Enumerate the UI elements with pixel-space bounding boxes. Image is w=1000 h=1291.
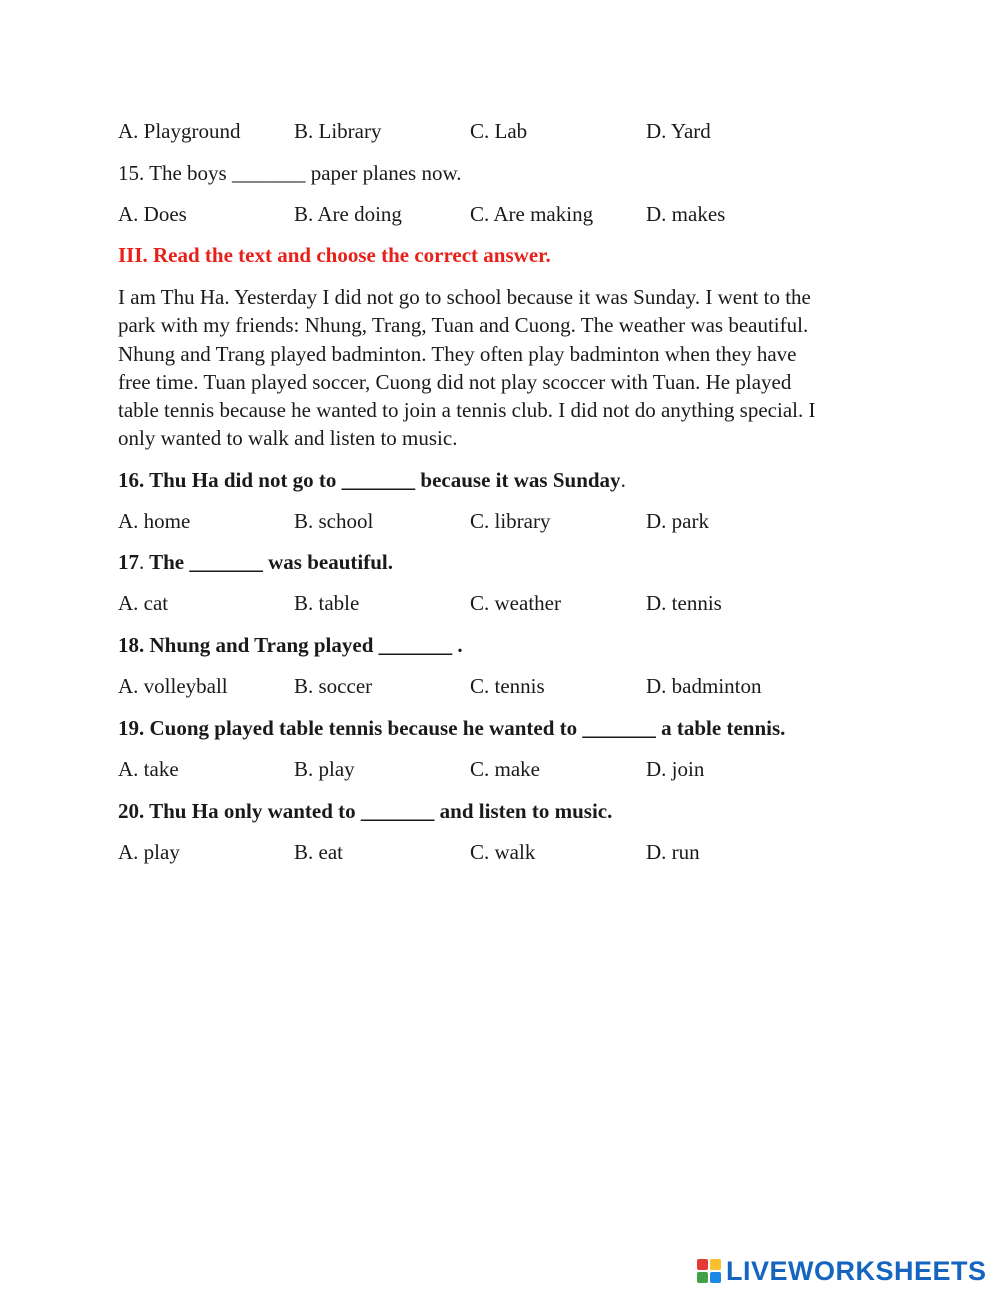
passage-line: only wanted to walk and listen to music. [118,426,458,451]
q18-option-b[interactable]: B. soccer [294,674,373,698]
q17-dot: . [139,550,145,574]
logo-text: LIVEWORKSHEETS [726,1255,987,1286]
q15-option-d[interactable]: D. makes [646,202,726,226]
q18-question: 18. Nhung and Trang played _______ . [118,633,463,657]
q17-option-a[interactable]: A. cat [118,591,169,615]
section-heading: III. Read the text and choose the correct answer. [118,243,551,267]
q17-option-d[interactable]: D. tennis [646,591,722,615]
q17-text: The _______ was beautiful. [144,550,393,574]
q19-option-b[interactable]: B. play [294,757,355,781]
q16-option-d[interactable]: D. park [646,509,709,533]
logo-square [697,1259,708,1270]
q19-option-c[interactable]: C. make [470,757,540,781]
q14-option-d[interactable]: D. Yard [646,119,711,143]
q20-question: 20. Thu Ha only wanted to _______ and listen to music. [118,799,613,823]
logo-square [710,1259,721,1270]
q16-question [118,467,626,493]
q16-text: 16. Thu Ha did not go to _______ because it was Sunday [118,468,621,492]
passage-line: Nhung and Trang played badminton. They often play badminton when they have [118,341,797,366]
liveworksheets-logo [697,1256,987,1286]
q14-option-a[interactable]: A. Playground [118,119,241,143]
q20-option-a[interactable]: A. play [118,840,180,864]
q16-option-a[interactable]: A. home [118,509,191,533]
q15-question: 15. The boys _______ paper planes now. [118,161,462,185]
passage-line: I am Thu Ha. Yesterday I did not go to school because it was Sunday. I went to the [118,285,811,309]
q17-number: 17 [118,550,139,574]
q16-option-b[interactable]: B. school [294,509,374,533]
passage-line: table tennis because he wanted to join a tennis club. I did not do anything special. I [118,398,816,423]
q15-option-a[interactable]: A. Does [118,202,187,226]
q14-option-c[interactable]: C. Lab [470,119,528,143]
q20-option-c[interactable]: C. walk [470,840,536,864]
logo-square [697,1272,708,1283]
logo-squares-icon [697,1259,721,1283]
q19-option-a[interactable]: A. take [118,757,179,781]
q17-option-b[interactable]: B. table [294,591,360,615]
q18-option-a[interactable]: A. volleyball [118,674,228,698]
q16-tail: . [620,468,626,492]
q15-option-b[interactable]: B. Are doing [294,202,402,226]
q14-option-b[interactable]: B. Library [294,119,382,143]
q18-option-d[interactable]: D. badminton [646,674,762,698]
q20-option-b[interactable]: B. eat [294,840,343,864]
logo-square [710,1272,721,1283]
reading-passage [118,283,888,453]
q17-option-c[interactable]: C. weather [470,591,561,615]
q19-question: 19. Cuong played table tennis because he wanted to _______ a table tennis. [118,716,786,740]
q15-option-c[interactable]: C. Are making [470,202,594,226]
q19-option-d[interactable]: D. join [646,757,705,781]
passage-line: free time. Tuan played soccer, Cuong did not play scoccer with Tuan. He played [118,369,792,394]
passage-line: park with my friends: Nhung, Trang, Tuan and Cuong. The weather was beautiful. [118,313,809,338]
q20-option-d[interactable]: D. run [646,840,700,864]
q17-question [118,549,393,575]
q16-option-c[interactable]: C. library [470,509,551,533]
q18-option-c[interactable]: C. tennis [470,674,545,698]
